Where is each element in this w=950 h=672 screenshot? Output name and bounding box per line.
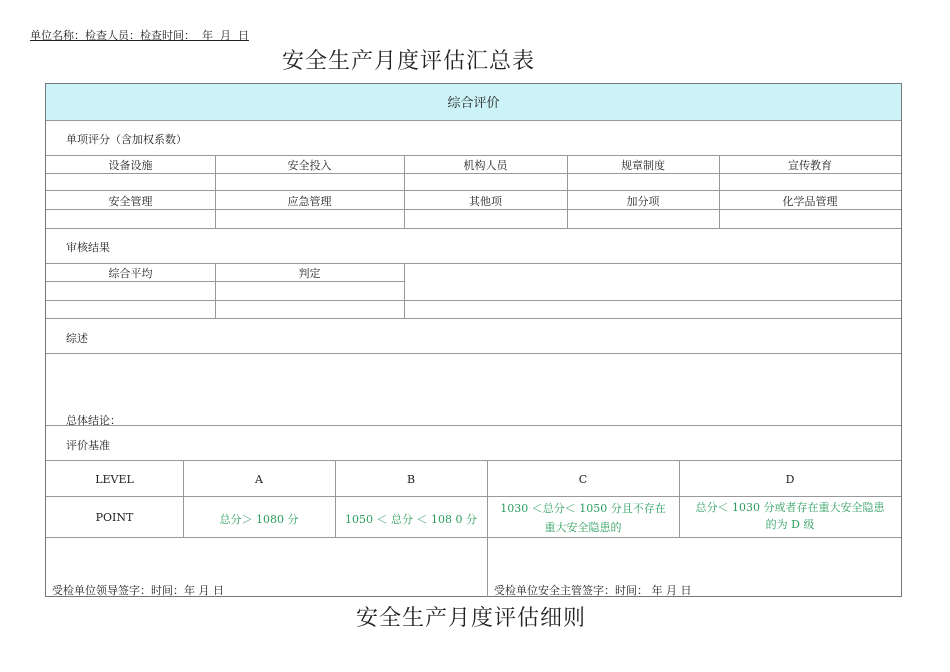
criteria-label: 评价基准 xyxy=(66,439,110,452)
point-d-line1: 总分＜ 1030 分或者存在重大安全隐患 xyxy=(695,501,885,514)
divider xyxy=(46,173,901,174)
divider xyxy=(46,353,901,354)
point-d-line2: 的为 D 级 xyxy=(765,518,815,531)
audit-header-verdict: 判定 xyxy=(298,267,321,280)
level-c: C xyxy=(578,473,588,486)
divider xyxy=(46,300,901,301)
summary-label: 综述 xyxy=(66,332,88,345)
score-item: 设备设施 xyxy=(108,159,153,172)
divider xyxy=(46,318,901,319)
divider xyxy=(46,263,901,264)
score-item: 加分项 xyxy=(626,195,660,208)
overall-eval-label: 综合评价 xyxy=(447,96,500,111)
score-item: 安全管理 xyxy=(108,195,153,208)
divider xyxy=(46,155,901,156)
score-item: 应急管理 xyxy=(287,195,332,208)
level-d: D xyxy=(785,473,795,486)
divider xyxy=(46,425,901,426)
single-score-label: 单项评分（含加权系数） xyxy=(66,133,187,146)
detail-title: 安全生产月度评估细则 xyxy=(356,606,587,631)
divider xyxy=(46,537,901,538)
divider xyxy=(46,120,901,121)
header-info-line: 单位名称：检查人员：检查时间： 年 月 日 xyxy=(30,29,249,42)
conclusion-label: 总体结论： xyxy=(66,414,121,427)
level-b: B xyxy=(406,473,416,486)
signature-right: 受检单位安全主管签字：时间： 年 月 日 xyxy=(494,584,692,597)
point-label: POINT xyxy=(95,511,134,524)
score-item: 机构人员 xyxy=(463,159,508,172)
level-header: LEVEL xyxy=(95,473,134,486)
page-title: 安全生产月度评估汇总表 xyxy=(282,49,536,74)
divider xyxy=(46,281,404,282)
divider xyxy=(46,190,901,191)
score-item: 宣传教育 xyxy=(788,159,832,172)
divider xyxy=(46,496,901,497)
divider xyxy=(46,228,901,229)
divider xyxy=(46,460,901,461)
divider xyxy=(404,263,405,318)
audit-label: 审核结果 xyxy=(66,241,110,254)
point-a: 总分＞ 1080 分 xyxy=(219,513,299,526)
point-b: 1050 ＜ 总分 ＜ 108 0 分 xyxy=(345,513,477,526)
score-item: 化学品管理 xyxy=(782,195,838,208)
point-c-line1: 1030 ＜总分＜ 1050 分且不存在 xyxy=(500,502,666,515)
point-c-line2: 重大安全隐患的 xyxy=(544,521,622,534)
level-a: A xyxy=(255,473,263,486)
score-item: 安全投入 xyxy=(287,159,332,172)
signature-left: 受检单位领导签字：时间：年 月 日 xyxy=(52,584,224,597)
divider xyxy=(46,209,901,210)
score-item: 规章制度 xyxy=(621,159,665,172)
score-item: 其他项 xyxy=(469,195,502,208)
audit-header-average: 综合平均 xyxy=(108,267,153,280)
